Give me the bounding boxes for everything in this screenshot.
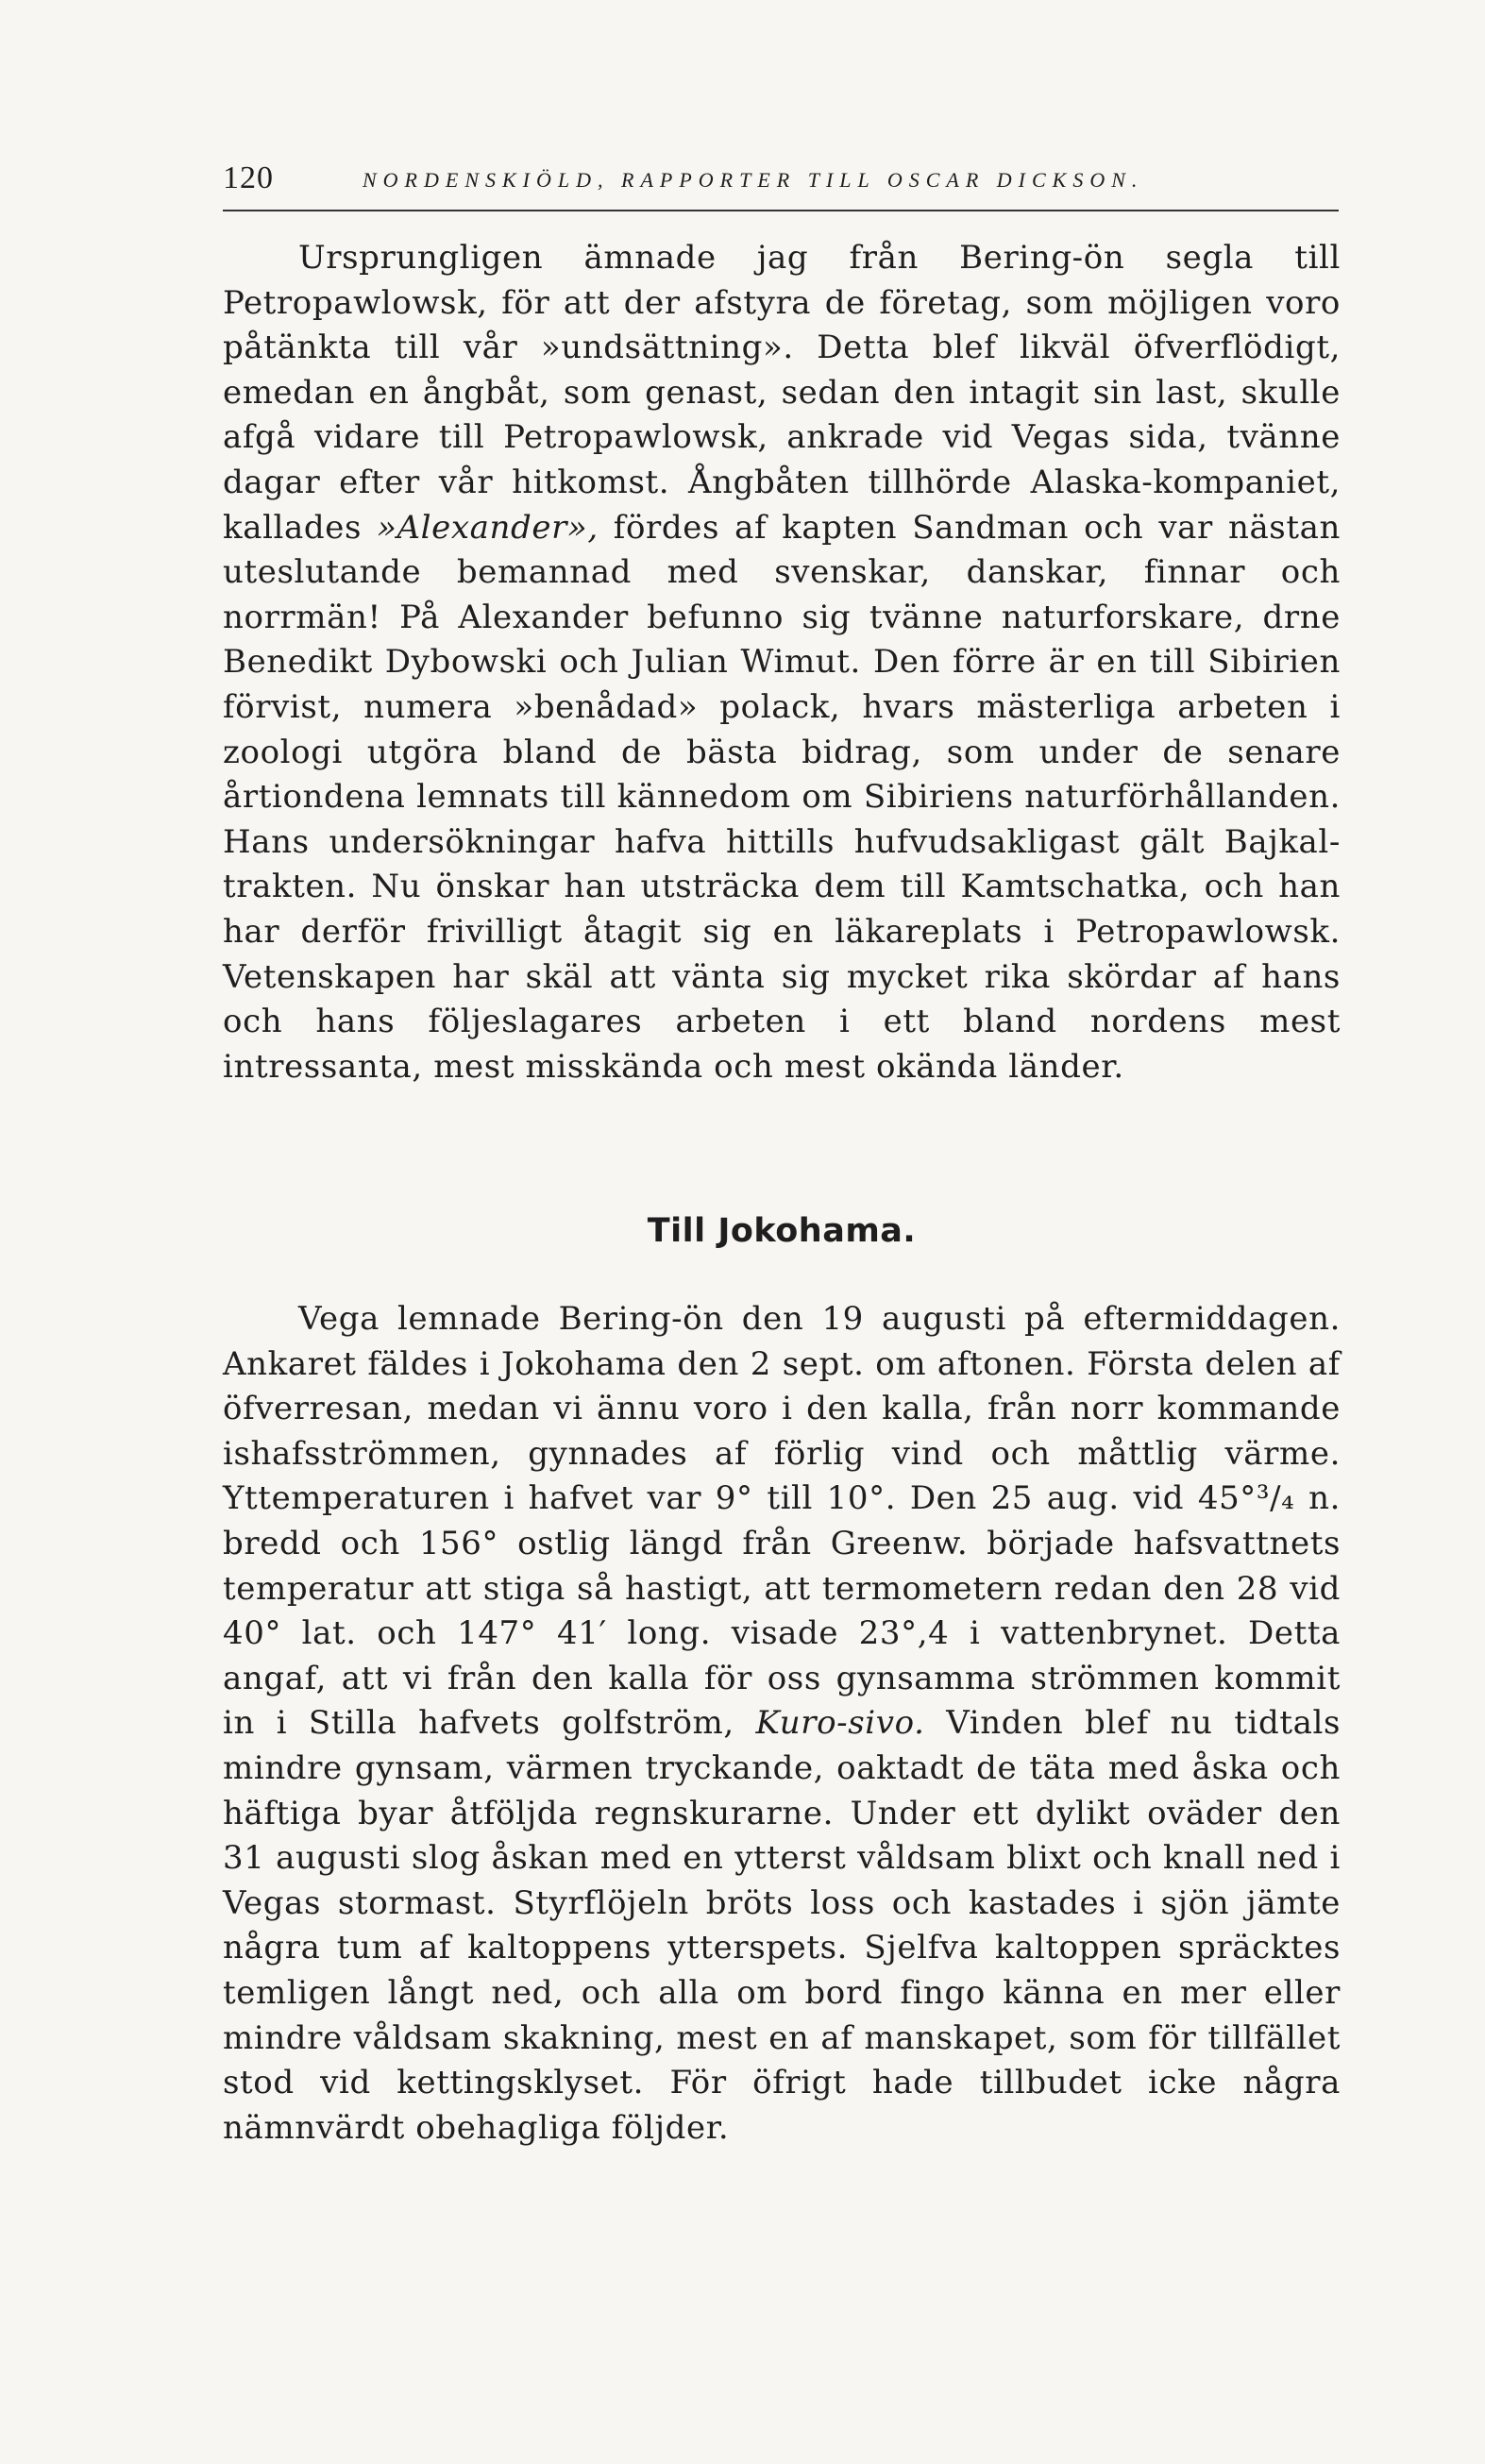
paragraph-rescue-text-a: Ursprungligen ämnade jag från Bering-ön segla till Petropawlowsk, för att der afstyra de företag, som möjligen voro påtänkta till vår »undsättning». Detta blef likväl öfverflödigt, emedan en ångbåt, som genast, sedan den intagit sin last, skulle afgå vidare till Petropawlowsk, ankrade vid Vegas sida, tvänne dagar efter vår hitkomst. Ångbåten tillhörde Alaska-kompaniet, kallades <box>223 239 1341 547</box>
section-heading: Till Jokohama. <box>647 1212 917 1250</box>
running-head <box>223 160 1337 202</box>
page-number: 120 <box>223 160 274 195</box>
paragraph-voyage-text-a: Vega lemnade Bering-ön den 19 augusti på eftermiddagen. Ankaret fäldes i Jokohama den 2 sept. om aftonen. Första delen af öfverresan, medan vi ännu voro i den kalla, från norr kommande ishafsströmmen, gynnades af förlig vind och måttlig värme. Yttemperaturen i hafvet var 9° till 10°. Den 25 aug. vid 45°³/₄ n. bredd och 156° ostlig längd från Greenw. började hafsvattnets temperatur att stiga så hastigt, att termometern redan den 28 vid 40° lat. och 147° 41′ long. visade 23°,4 i vattenbrynet. Detta angaf, att vi från den kalla för oss gynsamma strömmen kommit in i Stilla hafvets golfström, <box>223 1300 1341 1743</box>
paragraph-rescue-text-b: fördes af kapten Sandman och var nästan uteslutande bemannad med svenskar, danskar, finnar och norrmän! På Alexander befunno sig tvänne naturforskare, drne Benedikt Dybowski och Julian Wimut. Den förre är en till Sibirien förvist, numera »benådad» polack, hvars mästerliga arbeten i zoologi utgöra bland de bästa bidrag, som under de senare årtiondena lemnats till kännedom om Sibiriens naturförhållanden. Hans undersökningar hafva hittills hufvudsakligast gält Bajkal-trakten. Nu önskar han utsträcka dem till Kamtschatka, och han har derför frivilligt åtagit sig en läkareplats i Petropawlowsk. Vetenskapen har skäl att vänta sig mycket rika skördar af hans och hans följeslagares arbeten i ett bland nordens mest intressanta, mest misskända och mest okända länder. <box>223 508 1341 1086</box>
header-rule <box>223 210 1339 211</box>
paragraph-voyage <box>223 1297 1341 2151</box>
current-name-kuro-sivo: Kuro-sivo. <box>755 1704 925 1743</box>
running-title: NORDENSKIÖLD, RAPPORTER TILL OSCAR DICKSON. <box>363 168 1144 192</box>
ship-name-alexander: »Alexander», <box>377 508 599 547</box>
paragraph-voyage-text-b: Vinden blef nu tidtals mindre gynsam, värmen tryckande, oaktadt de täta med åska och häftiga byar åtföljda regnskurarne. Under ett dylikt oväder den 31 augusti slog åskan med en ytterst våldsam blixt och knall ned i Vegas stormast. Styrflöjeln bröts loss och kastades i sjön jämte några tum af kaltoppens ytterspets. Sjelfva kaltoppen spräcktes temligen långt ned, och alla om bord fingo känna en mer eller mindre våldsam skakning, mest en af manskapet, som för tillfället stod vid kettingsklyset. För öfrigt hade tillbudet icke några nämnvärdt obehagliga följder. <box>223 1704 1341 2147</box>
paragraph-rescue <box>223 236 1341 1089</box>
